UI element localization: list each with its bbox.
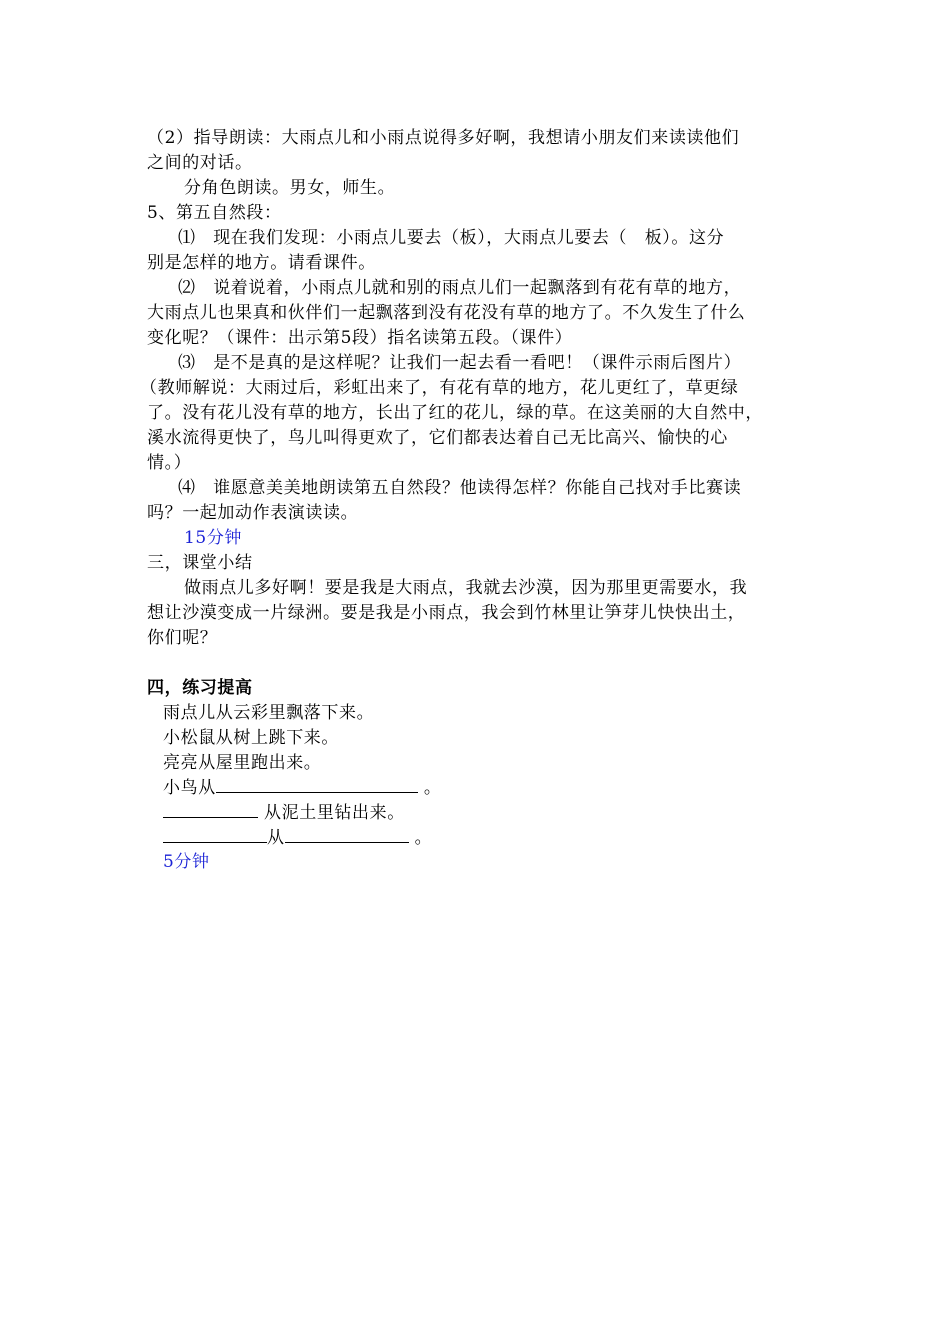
- item3-line5: 情。）: [147, 453, 192, 473]
- blank-mud[interactable]: [163, 801, 258, 818]
- blank-free-1[interactable]: [163, 826, 267, 843]
- fill-last-mid: 从: [267, 828, 285, 848]
- practice-example2: 小松鼠从树上跳下来。: [163, 728, 339, 748]
- time-label-15min: 15分钟: [184, 528, 243, 548]
- practice-example1: 雨点儿从云彩里飘落下来。: [163, 703, 375, 723]
- blank-bird[interactable]: [216, 776, 418, 793]
- item3-line1: ⑶ 是不是真的是这样呢？让我们一起去看一看吧！（课件示雨后图片）: [178, 353, 742, 373]
- heading-class-summary: 三，课堂小结: [147, 553, 253, 573]
- summary-line2: 想让沙漠变成一片绿洲。要是我是小雨点，我会到竹林里让笋芽儿快快出土，: [147, 603, 746, 623]
- item3-line3: 了。没有花儿没有草的地方，长出了红的花儿，绿的草。在这美丽的大自然中，: [147, 403, 763, 423]
- item3-line4: 溪水流得更快了，鸟儿叫得更欢了，它们都表达着自己无比高兴、愉快的心: [147, 428, 728, 448]
- time-label-5min: 5分钟: [163, 852, 210, 872]
- heading-paragraph5: 5、第五自然段：: [147, 203, 282, 223]
- fill-bird-suffix: 。: [423, 778, 442, 798]
- item4-line2: 吗？一起加动作表演读读。: [147, 503, 359, 523]
- para-guide-reading-line2: 之间的对话。: [147, 153, 253, 173]
- fill-bird-prefix: 小鸟从: [163, 778, 216, 798]
- item2-line1: ⑵ 说着说着，小雨点儿就和别的雨点儿们一起飘落到有花有草的地方，: [178, 278, 742, 298]
- item1-line1: ⑴ 现在我们发现：小雨点儿要去（板），大雨点儿要去（ 板）。这分: [178, 228, 725, 248]
- fill-last-suffix: 。: [414, 828, 433, 848]
- item2-line2: 大雨点儿也果真和伙伴们一起飘落到没有花没有草的地方了。不久发生了什么: [147, 303, 746, 323]
- item2-line3: 变化呢？（课件：出示第5段）指名读第五段。（课件）: [147, 328, 573, 348]
- item1-line2: 别是怎样的地方。请看课件。: [147, 253, 376, 273]
- fill-in-mud: [163, 801, 405, 825]
- fill-in-bird: [163, 776, 441, 800]
- fill-mud-suffix: 从泥土里钻出来。: [264, 803, 405, 823]
- item4-line1: ⑷ 谁愿意美美地朗读第五自然段？他读得怎样？你能自己找对手比赛读: [178, 478, 742, 498]
- heading-practice: 四，练习提高: [147, 678, 253, 698]
- para-guide-reading-line1: （2）指导朗读：大雨点儿和小雨点说得多好啊，我想请小朋友们来读读他们: [147, 128, 740, 148]
- fill-in-free: [163, 826, 432, 850]
- practice-example3: 亮亮从屋里跑出来。: [163, 753, 322, 773]
- summary-line1: 做雨点儿多好啊！要是我是大雨点，我就去沙漠，因为那里更需要水，我: [184, 578, 748, 598]
- item3-line2: （教师解说：大雨过后，彩虹出来了，有花有草的地方，花儿更红了，草更绿: [140, 378, 739, 398]
- para-role-reading: 分角色朗读。男女，师生。: [184, 178, 396, 198]
- summary-line3: 你们呢？: [147, 628, 218, 648]
- blank-free-2[interactable]: [285, 826, 409, 843]
